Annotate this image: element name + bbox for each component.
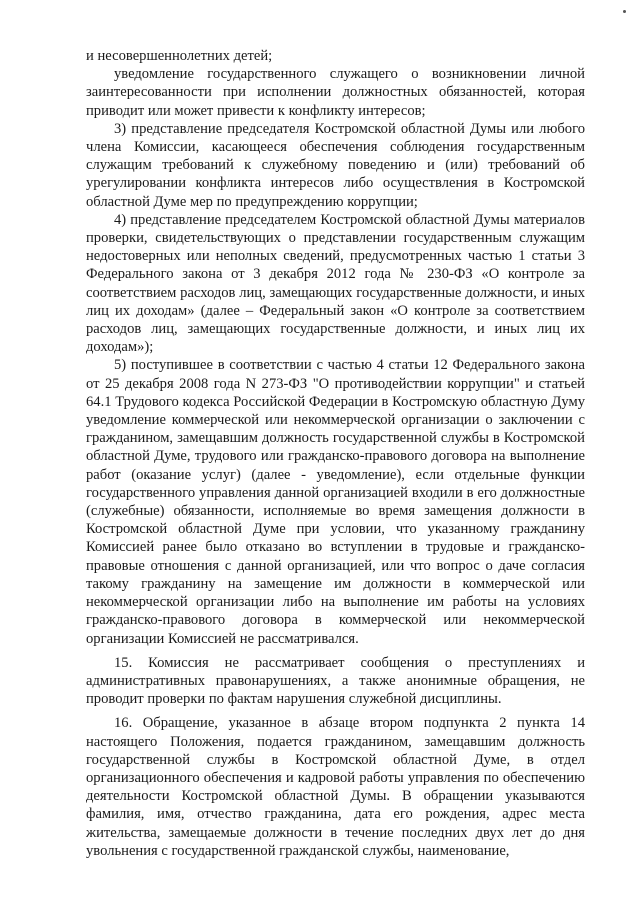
paragraph-clause-15: 15. Комиссия не рассматривает сообщения о преступлениях и административных правонарушениях, а также анонимные обращения, не проводит проверки по фактам нарушения служебной дисциплины. xyxy=(86,654,585,708)
paragraph-clause-16: 16. Обращение, указанное в абзаце втором подпункта 2 пункта 14 настоящего Положения, подается гражданином, замещавшим должность государственной службы в Костромской областной Думе, в отдел организационного обеспечения и кадровой работы управления по обеспечению деятельности Костромской областной Думы. В обращении указываются фамилия, имя, отчество гражданина, дата его рождения, адрес места жительства, замещаемые должности в течение последних двух лет до дня увольнения с государственной гражданской службы, наименование, xyxy=(86,715,585,859)
paragraph-conflict-notice: уведомление государственного служащего о возникновении личной заинтересованности при исполнении должностных обязанностей, которая приводит или может привести к конфликту интересов; xyxy=(86,66,585,119)
paragraph-item-5: 5) поступившее в соответствии с частью 4 статьи 12 Федерального закона от 25 декабря 2008 года N 273-ФЗ "О противодействии коррупции" и статьей 64.1 Трудового кодекса Российской Федерации в Костромскую областную Думу уведомление коммерческой или некоммерческой организации о заключении с гражданином, замещавшим должность государственной службы в Костромской областной Думе, трудового или гражданско-правового договора на выполнение работ (оказание услуг) (далее - уведомление), если отдельные функции государственного управления данной организацией входили в его должностные (служебные) обязанности, исполняемые во время замещения должности в Костромской областной Думе при условии, что указанному гражданину Комиссией ранее было отказано во вступлении в трудовые и гражданско-правовые отношения с данной организацией, или что вопрос о даче согласия такому гражданину на замещение им должности в коммерческой или некоммерческой организации либо на выполнение им работы на условиях гражданско-правового договора в коммерческой или некоммерческой организации Комиссией не рассматривался. xyxy=(86,357,585,647)
page-corner-mark xyxy=(623,10,626,13)
paragraph-minor-children: и несовершеннолетних детей; xyxy=(86,48,273,64)
paragraph-item-3: 3) представление председателя Костромской областной Думы или любого члена Комиссии, касающееся обеспечения соблюдения государственным служащим требований к служебному поведению и (или) требований об урегулировании конфликта интересов либо осуществления в Костромской областной Думе мер по предупреждению коррупции; xyxy=(86,120,585,210)
paragraph-item-4: 4) представление председателем Костромской областной Думы материалов проверки, свидетельствующих о представлении государственным служащим недостоверных или неполных сведений, предусмотренных частью 1 статьи 3 Федерального закона от 3 декабря 2012 года № 230-ФЗ «О контроле за соответствием расходов лиц, замещающих государственные должности, и иных лиц их доходам» (далее – Федеральный закон «О контроле за соответствием расходов лиц, замещающих государственные должности, и иных лиц их доходам»); xyxy=(86,211,585,356)
